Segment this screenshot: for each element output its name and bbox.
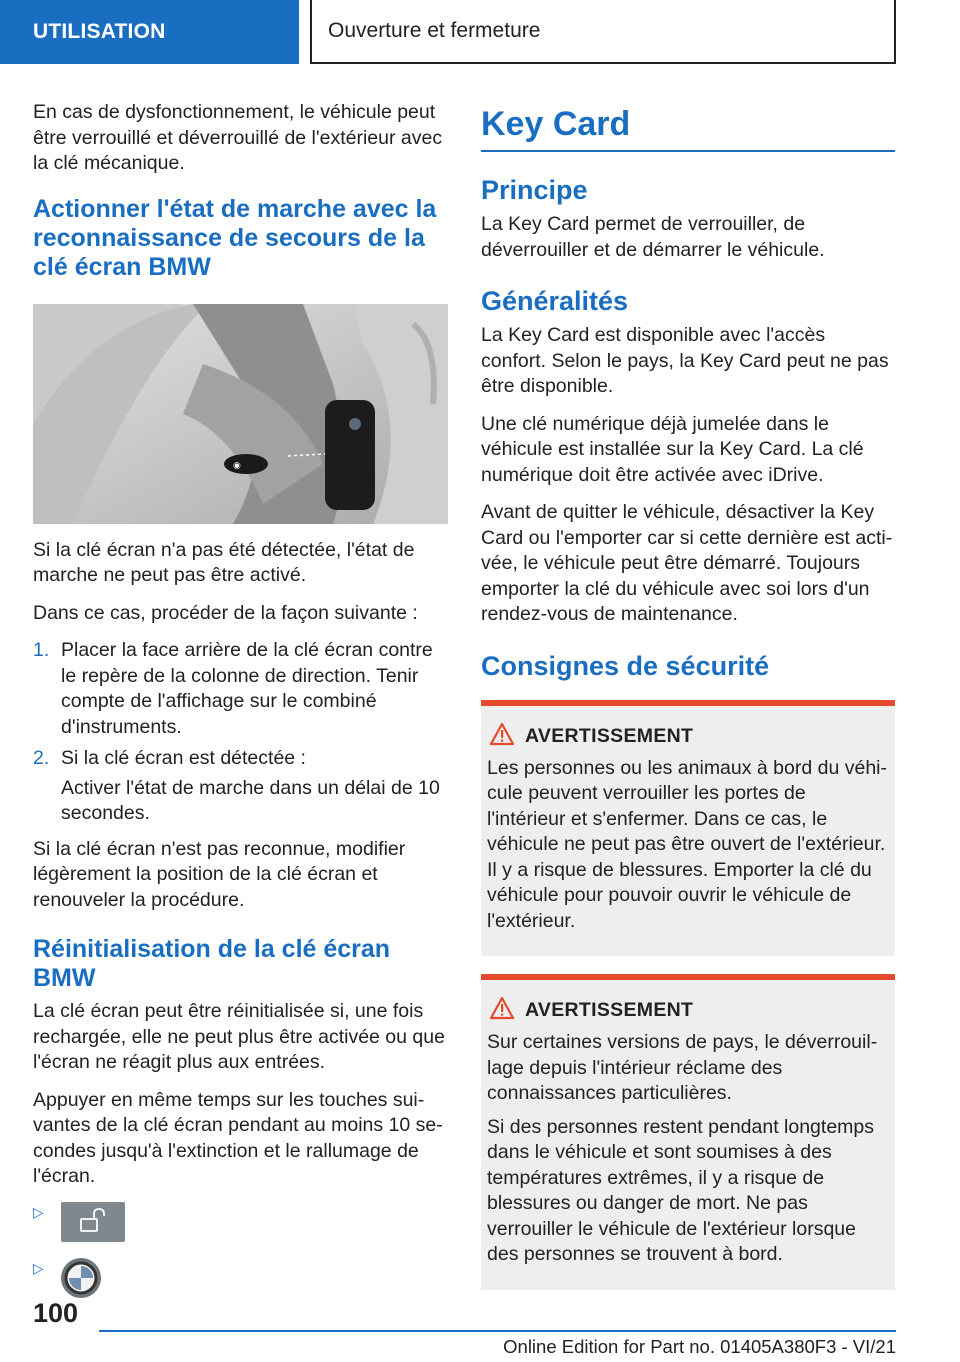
- reset-paragraph: La clé écran peut être réinitialisée si, une fois rechargée, elle ne peut plus être activée ou que l'écran ne réagit plus aux entrées.: [33, 1000, 445, 1073]
- unlock-key-icon: [61, 1202, 125, 1242]
- general-paragraph: Une clé numérique déjà jumelée dans le véhicule est installée sur la Key Card. La clé numérique doit être activée avec iDrive.: [481, 412, 864, 486]
- general-paragraph: Avant de quitter le véhicule, désactiver la Key Card ou l'emporter car si cette dernière est activée, le véhicule peut être démarré. Toujours emporter la clé du véhicule avec soi lors d'un rendez-vous de maintenance.: [481, 501, 893, 625]
- retry-paragraph: Si la clé écran n'est pas reconnue, modifier légèrement la position de la clé écran et renouveler la procédure.: [33, 837, 406, 911]
- bmw-key-row: [33, 1258, 448, 1302]
- procedure-steps: [33, 638, 448, 827]
- left-column: [33, 100, 448, 1314]
- footer-rule: [99, 1330, 896, 1332]
- step-item: [33, 638, 448, 740]
- warning-text: Les personnes ou les animaux à bord du véhicule peuvent verrouiller les portes de l'intérieur et s'enfermer. Dans ce cas, le véhicule ne peut pas être ouvert de l'extérieur. Il y a risque de blessures. Emporter la clé du véhicule pour pouvoir ouvrir le véhicule de l'extérieur.: [487, 756, 888, 932]
- right-column: [481, 100, 895, 1304]
- steering-column-photo: [33, 304, 448, 524]
- warning-text: Sur certaines versions de pays, le déverrouillage depuis l'intérieur réclame des connaissances particulières.: [487, 1031, 878, 1104]
- step-item: [33, 746, 448, 827]
- step-subtext: Activer l'état de marche dans un délai de 10 secondes.: [61, 776, 440, 824]
- warning-text: Si des personnes restent pendant longtemps dans le véhicule et sont soumises à des températures extrêmes, il y a risque de blessures ou danger de mort. Ne pas verrouiller le véhicule de l'extérieur lorsque des personnes se trouvent à bord.: [487, 1115, 875, 1265]
- general-paragraph: La Key Card est disponible avec l'accès confort. Selon le pays, la Key Card peut ne pas être disponible.: [481, 324, 889, 397]
- heading-reset: Réinitialisation de la clé écran BMW: [33, 935, 391, 992]
- page-number: 100: [33, 1298, 79, 1328]
- page-header: [0, 0, 960, 64]
- heading-general: Généralités: [481, 286, 629, 316]
- warning-title: AVERTISSEMENT: [487, 724, 889, 748]
- intro-paragraph: En cas de dysfonctionnement, le véhicule peut être verrouillé et déverrouillé de l'extérieur avec la clé mécanique.: [33, 101, 443, 174]
- warning-box: [481, 700, 895, 957]
- key-card-title: Key Card: [481, 102, 895, 152]
- bullet-triangle-icon: ▷: [33, 1259, 44, 1276]
- reset-instruction: Appuyer en même temps sur les touches suivantes de la clé écran pendant au moins 10 secondes jusqu'à l'extinction et le rallumage de l'écran.: [33, 1088, 443, 1187]
- principle-paragraph: La Key Card permet de verrouiller, de déverrouiller et de démarrer le véhicule.: [481, 213, 825, 261]
- step-number: 2.: [33, 747, 50, 769]
- steering-column-illustration: [33, 304, 448, 524]
- step-text: Placer la face arrière de la clé écran contre le repère de la colonne de direction. Tenir compte de l'affichage sur le combiné d'instruments.: [61, 639, 433, 738]
- warning-box: [481, 974, 895, 1290]
- warning-triangle-icon: [489, 722, 515, 746]
- heading-principle: Principe: [481, 175, 588, 205]
- edition-note: Online Edition for Part no. 01405A380F3 - VI/21: [503, 1336, 896, 1357]
- step-number: 1.: [33, 639, 50, 661]
- bmw-logo-icon: [61, 1258, 101, 1298]
- warning-triangle-icon: [489, 996, 515, 1020]
- svg-text:◉: ◉: [233, 460, 241, 471]
- step-text: Si la clé écran est détectée :: [61, 747, 306, 769]
- warning-title: AVERTISSEMENT: [487, 998, 889, 1022]
- bullet-triangle-icon: ▷: [33, 1203, 44, 1220]
- heading-safety: Consignes de sécurité: [481, 650, 770, 681]
- procedure-intro: Dans ce cas, procéder de la façon suivante :: [33, 601, 418, 624]
- heading-emergency-start: Actionner l'état de marche avec la reconnaissance de secours de la clé écran BMW: [33, 194, 437, 281]
- chapter-title: Ouverture et fermeture: [310, 0, 896, 64]
- unlock-key-row: [33, 1202, 448, 1246]
- section-tab: UTILISATION: [0, 0, 299, 64]
- not-detected-paragraph: Si la clé écran n'a pas été détectée, l'état de marche ne peut pas être activé.: [33, 538, 415, 586]
